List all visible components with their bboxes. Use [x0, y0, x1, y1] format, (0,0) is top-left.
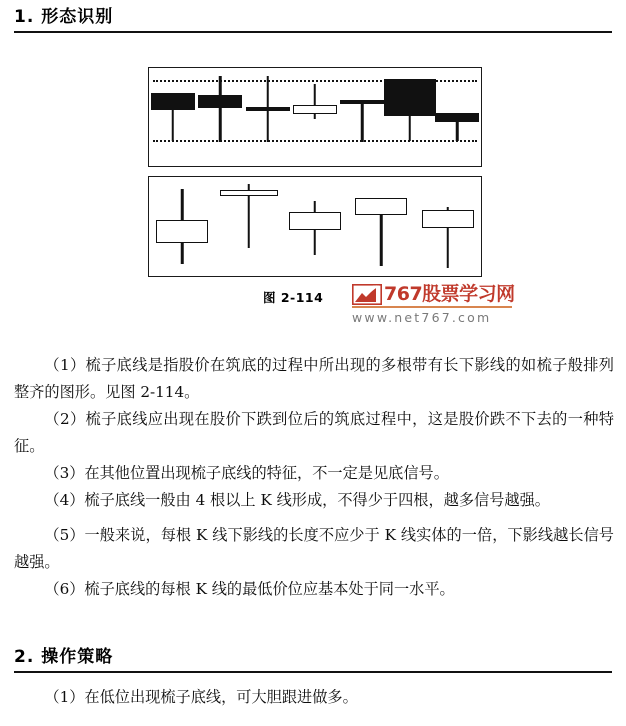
candlestick-3 — [282, 177, 348, 276]
section-heading-2 — [14, 646, 612, 673]
candlestick-chart-bottom-plot — [149, 177, 481, 276]
section-heading-1 — [14, 6, 612, 33]
candlestick-5-body — [340, 100, 384, 104]
candlestick-4 — [291, 68, 338, 166]
watermark-url: www.net767.com — [352, 310, 492, 325]
candlestick-2 — [196, 68, 243, 166]
section-heading-1-text: 1. 形态识别 — [14, 7, 114, 27]
paragraph-3: （3）在其他位置出现梳子底线的特征，不一定是见底信号。 — [44, 464, 449, 482]
candlestick-chart-top-plot — [149, 68, 481, 166]
candlestick-1 — [149, 177, 215, 276]
candlestick-3 — [244, 68, 291, 166]
figure-caption: 图 2-114 — [263, 290, 324, 305]
candlestick-7-body — [435, 113, 479, 122]
candlestick-5-shadow — [361, 100, 364, 142]
watermark-divider — [352, 306, 512, 308]
candlestick-5 — [339, 68, 386, 166]
candlestick-5 — [415, 177, 481, 276]
candlestick-4 — [348, 177, 414, 276]
candlestick-4-body — [355, 198, 407, 215]
chart-arrow-icon — [352, 284, 382, 305]
site-watermark — [352, 283, 515, 325]
section-heading-2-rule — [14, 671, 612, 673]
candlestick-5-body — [422, 210, 474, 229]
paragraph-7: （1）在低位出现梳子底线，可大胆跟进做多。 — [44, 688, 358, 706]
candlestick-1 — [149, 68, 196, 166]
candlestick-2-body — [198, 95, 242, 108]
candlestick-7 — [434, 68, 481, 166]
candlestick-3-body — [289, 212, 341, 231]
figure-caption-row — [0, 282, 626, 326]
candlestick-4-body — [293, 105, 337, 114]
paragraph-5: （5）一般来说，每根 K 线下影线的长度不应少于 K 线实体的一倍，下影线越长信号越强。 — [14, 526, 614, 571]
candlestick-1-body — [151, 93, 195, 110]
section-heading-1-rule — [14, 31, 612, 33]
candlestick-6 — [386, 68, 433, 166]
paragraph-2: （2）梳子底线应出现在股价下跌到位后的筑底过程中，这是股价跌不下去的一种特征。 — [14, 410, 614, 455]
candlestick-chart-top — [148, 67, 482, 167]
candlestick-chart-bottom — [148, 176, 482, 277]
watermark-top-row — [352, 283, 515, 306]
candlestick-2-body — [220, 190, 278, 196]
candlestick-1-body — [156, 220, 208, 244]
paragraph-4: （4）梳子底线一般由 4 根以上 K 线形成，不得少于四根，越多信号越强。 — [44, 491, 550, 509]
candlestick-6-body — [384, 79, 436, 116]
candlestick-3-body — [246, 107, 290, 111]
watermark-brand: 767股票学习网 — [384, 283, 515, 305]
candlestick-2 — [215, 177, 281, 276]
candlestick-2-shadow — [219, 76, 222, 143]
section-heading-2-text: 2. 操作策略 — [14, 647, 114, 667]
paragraph-1: （1）梳子底线是指股价在筑底的过程中所出现的多根带有长下影线的如梳子般排列整齐的图形。见图 2-114。 — [14, 356, 614, 401]
paragraph-6: （6）梳子底线的每根 K 线的最低价位应基本处于同一水平。 — [44, 580, 455, 598]
